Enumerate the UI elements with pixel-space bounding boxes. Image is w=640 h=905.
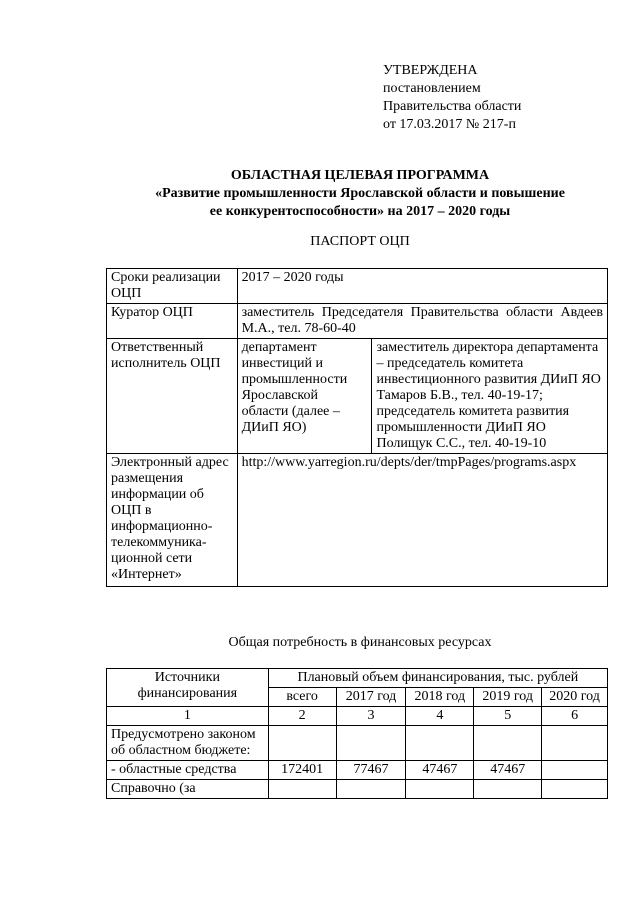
- executor-person-2: председатель комитета развития промышленности ДИиП ЯО Полищук С.С., тел. 40-19-10: [376, 404, 570, 451]
- passport-row-site: [107, 454, 608, 587]
- header-2019: 2019 год: [474, 688, 542, 707]
- column-numbers-row: [107, 707, 608, 726]
- header-2018: 2018 год: [406, 688, 474, 707]
- column-number: 6: [542, 707, 608, 726]
- approval-block: [383, 62, 521, 134]
- row-2020: [542, 761, 608, 780]
- row-source: - областные средства: [107, 761, 269, 780]
- title-line-1: ОБЛАСТНАЯ ЦЕЛЕВАЯ ПРОГРАММА: [230, 168, 490, 183]
- column-number: 2: [268, 707, 336, 726]
- row-2019: [474, 780, 542, 799]
- approval-line-4: от 17.03.2017 № 217-п: [383, 117, 516, 132]
- row-2018: [406, 780, 474, 799]
- passport-row-curator: [107, 304, 608, 339]
- row-2020: [542, 780, 608, 799]
- row-2017: [336, 726, 406, 761]
- executor-person-1: заместитель директора департамента – председатель комитета инвестиционного развития ДИиП ЯО Тамаров Б.В., тел. 40-19-17;: [376, 340, 601, 403]
- passport-table: [106, 268, 608, 587]
- row-2019: 47467: [474, 761, 542, 780]
- finance-table: [106, 668, 608, 799]
- term-label: Сроки реализации ОЦП: [107, 269, 238, 304]
- title-line-3: ее конкурентоспособности» на 2017 – 2020 годы: [209, 204, 511, 219]
- curator-value: заместитель Председателя Правительства области Авдеев М.А., тел. 78-60-40: [237, 304, 607, 339]
- approval-line-2: постановлением: [383, 81, 481, 96]
- site-value[interactable]: http://www.yarregion.ru/depts/der/tmpPages/programs.aspx: [237, 454, 607, 587]
- finance-heading: Общая потребность в финансовых ресурсах: [228, 635, 492, 650]
- approval-line-3: Правительства области: [383, 99, 522, 114]
- passport-row-executor: [107, 339, 608, 454]
- curator-label: Куратор ОЦП: [107, 304, 238, 339]
- row-2018: [406, 726, 474, 761]
- site-label: Электронный адрес размещения информации об ОЦП в информационно-телекоммуника-ционной сети «Интернет»: [107, 454, 238, 587]
- executor-dept: департамент инвестиций и промышленности Ярославской области (далее – ДИиП ЯО): [237, 339, 372, 454]
- row-total: 172401: [268, 761, 336, 780]
- row-2017: 77467: [336, 761, 406, 780]
- row-2020: [542, 726, 608, 761]
- table-row: [107, 761, 608, 780]
- program-title: [100, 167, 620, 221]
- row-source: Справочно (за: [107, 780, 269, 799]
- column-number: 1: [107, 707, 269, 726]
- header-sources: Источники финансирования: [107, 669, 269, 707]
- header-planned: Плановый объем финансирования, тыс. рублей: [268, 669, 607, 688]
- executor-persons: [372, 339, 608, 454]
- table-row: [107, 780, 608, 799]
- column-number: 4: [406, 707, 474, 726]
- row-source: Предусмотрено законом об областном бюджете:: [107, 726, 269, 761]
- passport-heading: ПАСПОРТ ОЦП: [310, 234, 410, 249]
- header-2020: 2020 год: [542, 688, 608, 707]
- approval-line-1: УТВЕРЖДЕНА: [383, 63, 478, 78]
- row-total: [268, 726, 336, 761]
- column-number: 3: [336, 707, 406, 726]
- header-total: всего: [268, 688, 336, 707]
- term-value: 2017 – 2020 годы: [237, 269, 607, 304]
- row-2019: [474, 726, 542, 761]
- executor-label: Ответственный исполнитель ОЦП: [107, 339, 238, 454]
- column-number: 5: [474, 707, 542, 726]
- header-2017: 2017 год: [336, 688, 406, 707]
- row-2017: [336, 780, 406, 799]
- row-2018: 47467: [406, 761, 474, 780]
- finance-header-row-1: [107, 669, 608, 688]
- title-line-2: «Развитие промышленности Ярославской области и повышение: [155, 186, 565, 201]
- row-total: [268, 780, 336, 799]
- table-row: [107, 726, 608, 761]
- passport-row-term: [107, 269, 608, 304]
